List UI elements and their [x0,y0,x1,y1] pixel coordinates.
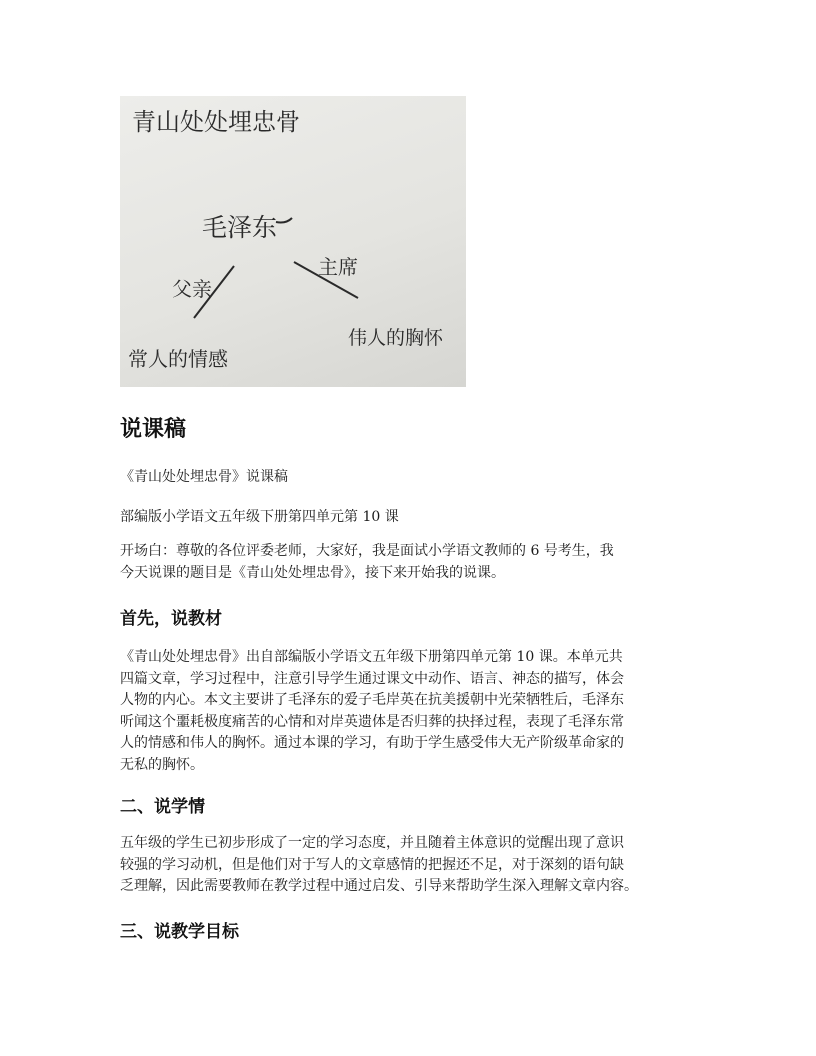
opening-line: 开场白：尊敬的各位评委老师，大家好，我是面试小学语文教师的 6 号考生，我 [120,543,614,559]
main-heading: 说课稿 [120,417,187,442]
paragraph-line: 乏理解，因此需要教师在教学过程中通过启发、引导来帮助学生深入理解文章内容。 [120,878,638,894]
textbook-paragraph [120,647,710,776]
section-heading-objectives: 三、说教学目标 [120,922,239,942]
board-left-leaf: 常人的情感 [128,347,228,371]
board-title: 青山处处埋忠骨 [132,108,300,136]
students-paragraph [120,833,710,898]
paragraph-line: 四篇文章，学习过程中，注意引导学生通过课文中动作、语言、神态的描写，体会 [120,670,624,687]
opening-paragraph [120,541,710,584]
paragraph-line: 人的情感和伟人的胸怀。通过本课的学习，有助于学生感受伟大无产阶级革命家的 [120,735,624,751]
blackboard-photo [120,96,466,387]
board-right-leaf: 伟人的胸怀 [348,327,444,349]
opening-line: 今天说课的题目是《青山处处埋忠骨》，接下来开始我的说课。 [120,564,505,581]
edition-line: 部编版小学语文五年级下册第四单元第 10 课 [120,509,399,525]
section-heading-students: 二、说学情 [120,797,205,817]
paragraph-line: 《青山处处埋忠骨》出自部编版小学语文五年级下册第四单元第 10 课。本单元共 [120,649,623,665]
board-left-branch: 父亲 [172,277,212,301]
board-center: 毛泽东 [202,213,278,242]
handwriting-diagram [120,96,466,387]
paragraph-line: 五年级的学生已初步形成了一定的学习态度，并且随着主体意识的觉醒出现了意识 [120,835,624,851]
section-heading-textbook: 首先，说教材 [120,609,222,629]
paragraph-line: 听闻这个噩耗极度痛苦的心情和对岸英遗体是否归葬的抉择过程，表现了毛泽东常 [120,713,624,730]
paragraph-line: 较强的学习动机，但是他们对于写人的文章感情的把握还不足，对于深刻的语句缺 [120,856,624,873]
board-right-branch: 主席 [318,255,358,279]
paragraph-line: 人物的内心。本文主要讲了毛泽东的爱子毛岸英在抗美援朝中光荣牺牲后，毛泽东 [120,692,624,708]
center-underline-stroke [276,218,292,223]
lesson-title-line: 《青山处处埋忠骨》说课稿 [120,469,288,485]
paragraph-line: 无私的胸怀。 [120,756,204,773]
